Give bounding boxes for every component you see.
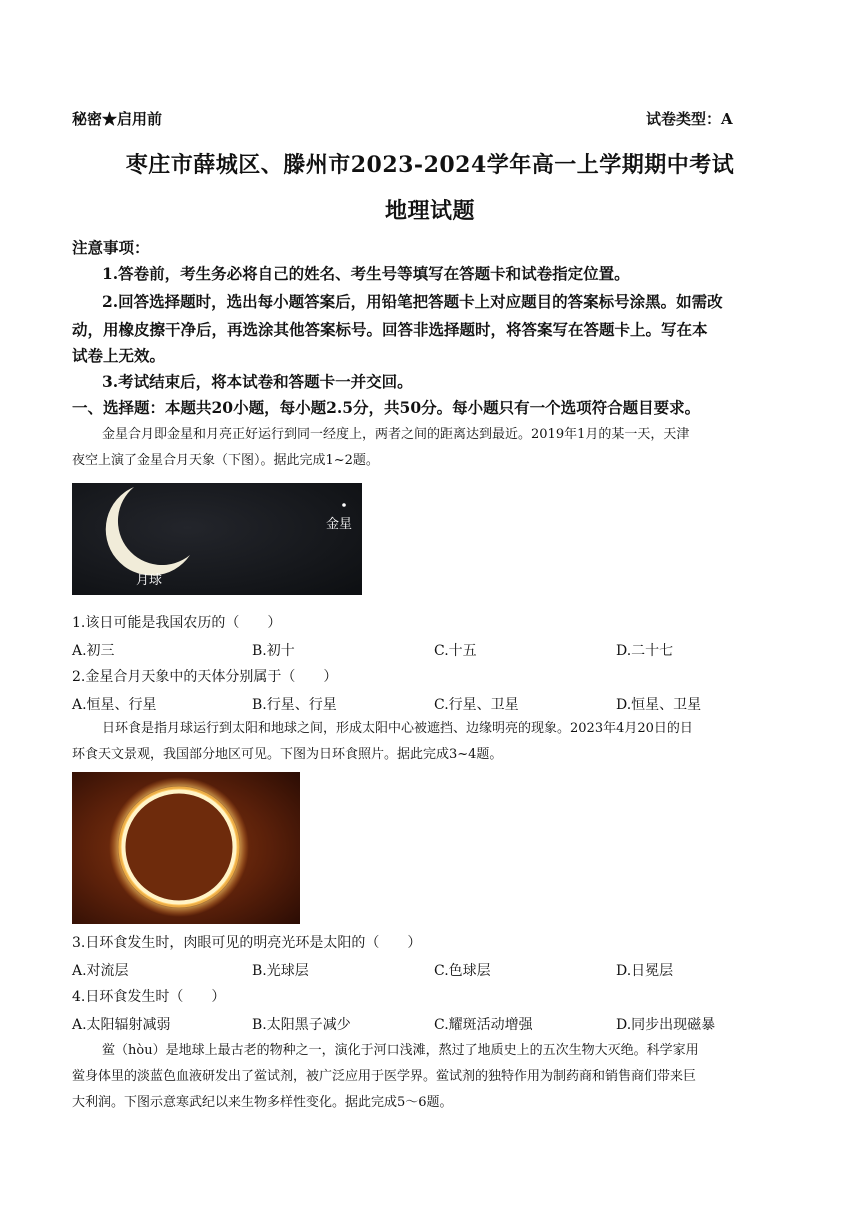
question-4-option-a: A.太阳辐射减弱 <box>72 1017 171 1033</box>
annular-eclipse-graphic <box>72 772 300 924</box>
notice-item-3: 3.考试结束后，将本试卷和答题卡一并交回。 <box>102 372 413 391</box>
question-3-option-c: C.色球层 <box>434 963 491 979</box>
passage-1-line-2: 夜空上演了金星合月天象（下图）。据此完成1~2题。 <box>72 453 379 468</box>
question-4-option-d: D.同步出现磁暴 <box>616 1017 716 1033</box>
question-3-option-a: A.对流层 <box>72 963 129 979</box>
passage-3-line-1: 鲎（hòu）是地球上最古老的物种之一，演化于河口浅滩，熬过了地质史上的五次生物大灭绝。科学家用 <box>102 1043 699 1058</box>
question-3-option-d: D.日冕层 <box>616 963 674 979</box>
paper-type-label: 试卷类型：A <box>646 110 733 128</box>
question-2-option-c: C.行星、卫星 <box>434 697 519 713</box>
question-4-option-b: B.太阳黑子减少 <box>252 1017 351 1033</box>
annular-eclipse-photo <box>72 772 300 924</box>
venus-dot <box>342 503 346 507</box>
question-3-stem: 3.日环食发生时，肉眼可见的明亮光环是太阳的（ ） <box>72 935 422 951</box>
notice-item-2-line-3: 试卷上无效。 <box>72 346 166 365</box>
question-1-option-d: D.二十七 <box>616 643 674 659</box>
notice-item-2-line-2: 动，用橡皮擦干净后，再选涂其他答案标号。回答非选择题时，将答案写在答题卡上。写在本 <box>72 320 708 339</box>
question-2-option-b: B.行星、行星 <box>252 697 337 713</box>
moon-label: 月球 <box>136 573 163 588</box>
passage-2-line-1: 日环食是指月球运行到太阳和地球之间，形成太阳中心被遮挡、边缘明亮的现象。2023年4月20日的日 <box>102 721 693 736</box>
moon-disk <box>125 793 233 901</box>
confidential-label: 秘密★启用前 <box>72 110 163 128</box>
notice-item-1: 1.答卷前，考生务必将自己的姓名、考生号等填写在答题卡和试卷指定位置。 <box>102 264 630 283</box>
passage-3-line-2: 鲎身体里的淡蓝色血液研发出了鲎试剂，被广泛应用于医学界。鲎试剂的独特作用为制药商和销售商们带来巨 <box>72 1069 697 1084</box>
question-3-option-b: B.光球层 <box>252 963 309 979</box>
exam-subtitle: 地理试题 <box>384 198 475 224</box>
question-1-stem: 1.该日可能是我国农历的（ ） <box>72 615 282 631</box>
venus-label: 金星 <box>326 517 353 532</box>
section-1-heading: 一、选择题：本题共20小题，每小题2.5分，共50分。每小题只有一个选项符合题目要求。 <box>72 398 701 417</box>
question-1-option-a: A.初三 <box>72 643 115 659</box>
venus-moon-photo <box>72 483 362 595</box>
passage-2-line-2: 环食天文景观，我国部分地区可见。下图为日环食照片。据此完成3~4题。 <box>72 747 503 762</box>
question-4-option-c: C.耀斑活动增强 <box>434 1017 533 1033</box>
question-2-stem: 2.金星合月天象中的天体分别属于（ ） <box>72 669 338 685</box>
question-4-stem: 4.日环食发生时（ ） <box>72 989 226 1005</box>
passage-3-line-3: 大利润。下图示意寒武纪以来生物多样性变化。据此完成5～6题。 <box>72 1095 453 1110</box>
notice-item-2-line-1: 2.回答选择题时，选出每小题答案后，用铅笔把答题卡上对应题目的答案标号涂黑。如需改 <box>102 292 723 311</box>
question-1-option-c: C.十五 <box>434 643 477 659</box>
venus-moon-graphic <box>72 483 362 595</box>
notice-heading: 注意事项： <box>72 238 150 257</box>
exam-title: 枣庄市薛城区、滕州市2023-2024学年高一上学期期中考试 <box>125 152 735 178</box>
question-1-option-b: B.初十 <box>252 643 295 659</box>
passage-1-line-1: 金星合月即金星和月亮正好运行到同一经度上，两者之间的距离达到最近。2019年1月的某一天，天津 <box>102 427 690 442</box>
question-2-option-a: A.恒星、行星 <box>72 697 157 713</box>
question-2-option-d: D.恒星、卫星 <box>616 697 702 713</box>
